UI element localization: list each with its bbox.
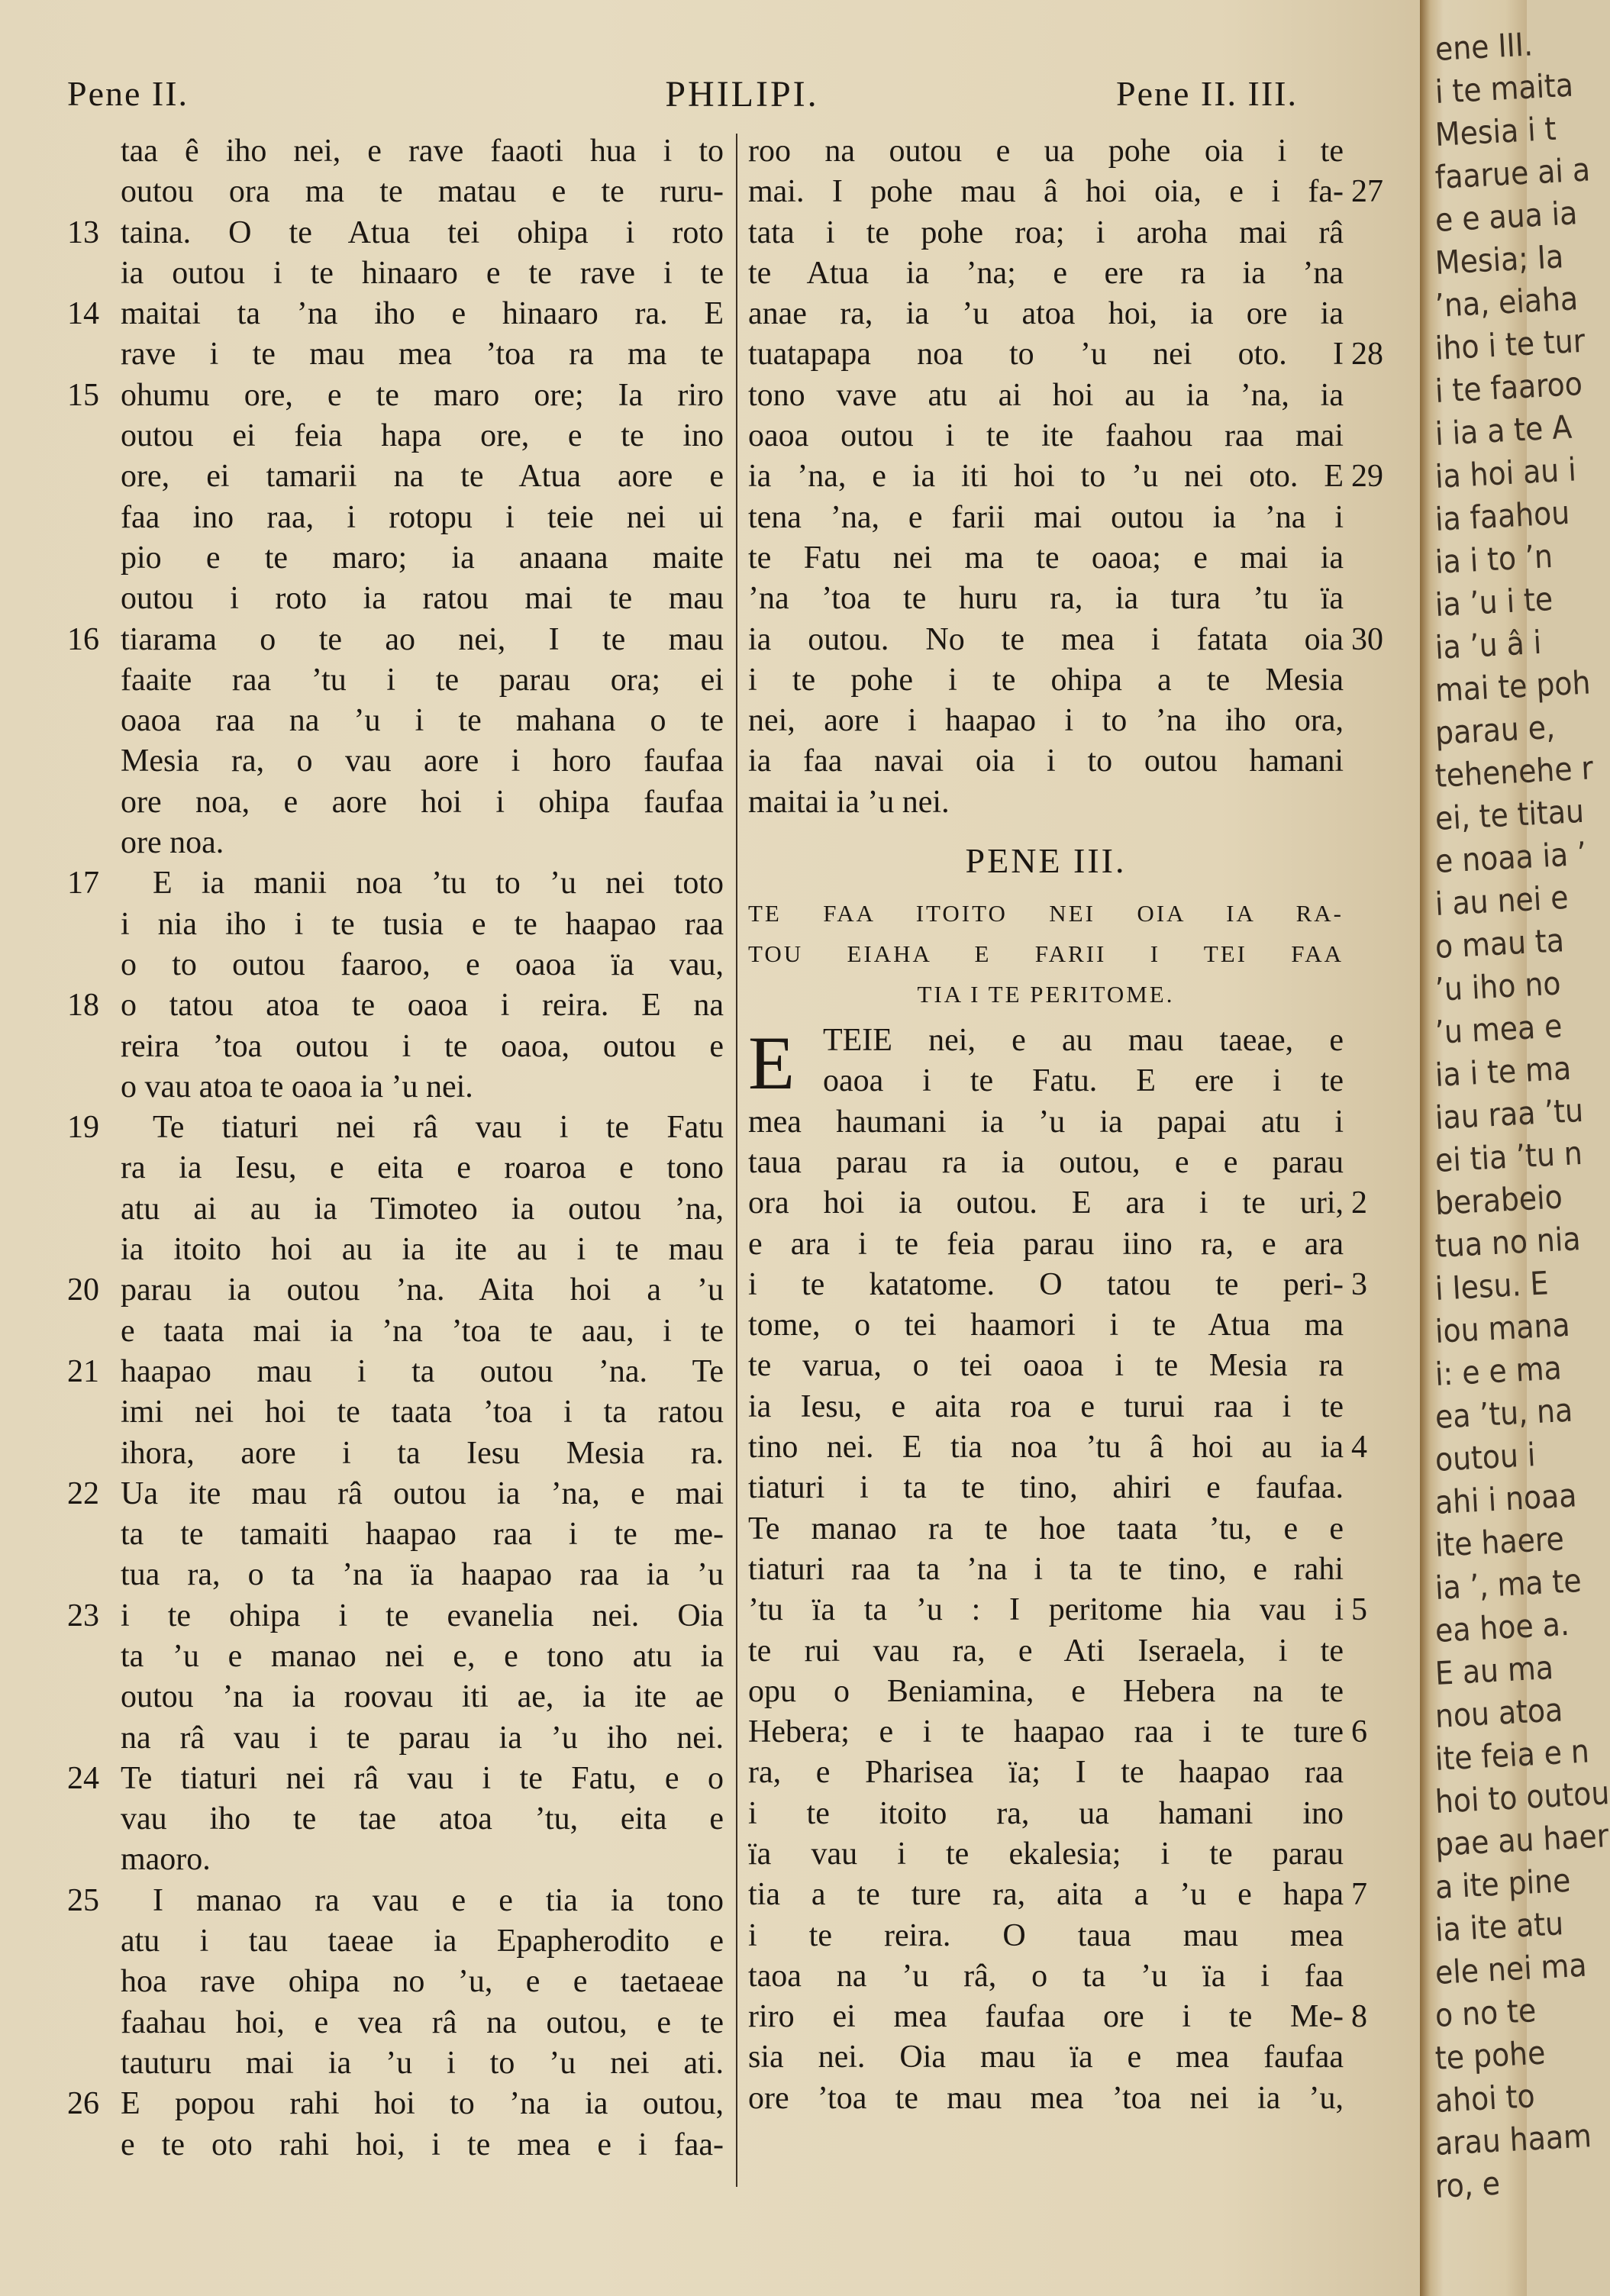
right-column-bottom <box>748 1021 1367 2119</box>
verse-text: hoa rave ohipa no ’u, e e taetaeae <box>121 1964 724 2000</box>
verse-text: ia itoito hoi au ia ite au i te mau <box>121 1232 724 1268</box>
text-line <box>748 1021 1344 1061</box>
verse-text: tia a te ture ra, aita a ’u e hapa <box>748 1877 1344 1913</box>
edge-text-line: e noaa ia ’ <box>1434 834 1588 880</box>
verse-text: outou ’na ia roovau iti ae, ia ite ae <box>121 1679 724 1715</box>
text-line <box>67 1921 724 1962</box>
text-line <box>748 1387 1344 1427</box>
text-line <box>67 1433 724 1474</box>
verse-text: ia faa navai oia i to outou hamani <box>748 743 1344 779</box>
verse-text: tiaturi i ta te tino, ahiri e faufaa. <box>748 1470 1344 1506</box>
text-line <box>748 1509 1344 1549</box>
verse-text: i te katatome. O tatou te peri- <box>748 1266 1344 1302</box>
verse-text: I manao ra vau e e tia ia tono <box>153 1882 724 1918</box>
verse-text: Mesia ra, o vau aore i horo faufaa <box>121 743 724 779</box>
column-divider <box>736 134 737 2187</box>
verse-text: na râ vau i te parau ia ’u iho nei. <box>121 1720 724 1756</box>
text-line <box>748 334 1383 375</box>
edge-text-line: Mesia i t <box>1434 109 1557 153</box>
text-line <box>67 131 724 172</box>
edge-text-line: ia ite atu <box>1434 1904 1565 1949</box>
verse-number: 16 <box>67 621 99 657</box>
edge-text-line: o mau ta <box>1434 921 1566 966</box>
text-line <box>67 2043 724 2084</box>
verse-text: nei, aore i haapao i to ’na iho ora, <box>748 703 1344 739</box>
edge-text-line: ea ’tu, na <box>1434 1391 1574 1436</box>
edge-text-line: te pohe <box>1434 2033 1547 2077</box>
edge-text-line: parau e, <box>1434 708 1557 752</box>
text-line <box>748 1468 1344 1508</box>
verse-text: tuatapapa noa to ’u nei oto. I <box>748 337 1344 372</box>
edge-text-line: ia hoi au i <box>1434 450 1577 495</box>
text-line <box>748 660 1344 701</box>
text-line <box>748 498 1344 538</box>
text-line <box>67 1352 724 1392</box>
verse-number: 22 <box>67 1475 99 1511</box>
text-line <box>748 213 1344 253</box>
verse-text: maitai ta ’na iho e hinaaro ra. E <box>121 296 724 332</box>
verse-number: 27 <box>1351 174 1383 210</box>
verse-text: ihora, aore i ta Iesu Mesia ra. <box>121 1435 724 1471</box>
verse-text: ora hoi ia outou. E ara i te uri, <box>748 1185 1344 1221</box>
text-line <box>748 294 1344 334</box>
verse-text: imi nei hoi te taata ’toa i ta ratou <box>121 1395 724 1430</box>
text-line <box>748 620 1383 660</box>
verse-text: oaoa raa na ’u i te mahana o te <box>121 703 724 739</box>
verse-text: maoro. <box>121 1842 211 1878</box>
edge-text-line: i: e e ma <box>1434 1349 1563 1393</box>
verse-text: Te tiaturi nei râ vau i te Fatu <box>153 1110 724 1146</box>
text-line <box>748 1427 1367 1468</box>
text-line <box>748 1672 1344 1712</box>
text-line <box>748 782 1344 823</box>
verse-text: te Fatu nei ma te oaoa; e mai ia <box>748 540 1344 576</box>
text-line <box>748 1753 1344 1793</box>
verse-text: i te ohipa i te evanelia nei. Oia <box>121 1598 724 1633</box>
text-line <box>748 579 1344 619</box>
verse-text: te Atua ia ’na; e ere ra ia ’na <box>748 255 1344 291</box>
verse-text: maitai ia ’u nei. <box>748 784 950 820</box>
verse-text: atu i tau taeae ia Epapherodito e <box>121 1924 724 1959</box>
text-line <box>67 1881 724 1921</box>
text-line <box>67 1840 724 1880</box>
verse-text: reira ’toa outou i te oaoa, outou e <box>121 1028 724 1064</box>
edge-text-line: ahoi to <box>1434 2077 1536 2120</box>
edge-text-line: berabeio <box>1434 1178 1563 1222</box>
verse-number: 30 <box>1351 621 1383 657</box>
text-line <box>67 823 724 863</box>
verse-text: roo na outou e ua pohe oia i te <box>748 134 1344 169</box>
verse-text: ’na ’toa te huru ra, ia tura ’tu ïa <box>748 581 1344 617</box>
edge-text-line: ia ’, ma te <box>1434 1562 1583 1607</box>
edge-text-line: iho i te tur <box>1434 321 1586 367</box>
text-line <box>67 1637 724 1677</box>
edge-text-line: ei, te titau <box>1434 792 1586 837</box>
text-line <box>67 1311 724 1352</box>
text-line <box>748 1143 1344 1183</box>
text-line <box>748 1061 1344 1101</box>
edge-text-line: ro, e <box>1434 2164 1502 2205</box>
verse-number: 8 <box>1351 1999 1367 2035</box>
verse-text: faa ino raa, i rotopu i teie nei ui <box>121 499 724 535</box>
text-line <box>67 1027 724 1067</box>
edge-text-line: ’u iho no <box>1434 964 1562 1008</box>
edge-text-line: ahi i noaa <box>1434 1476 1578 1521</box>
verse-text: tome, o tei haamori i te Atua ma <box>748 1308 1344 1343</box>
text-line <box>748 1875 1367 1915</box>
verse-text: tena ’na, e farii mai outou ia ’na i <box>748 499 1344 535</box>
edge-text-line: e e aua ia <box>1434 194 1579 239</box>
text-line <box>748 376 1344 416</box>
text-line <box>67 1474 724 1514</box>
right-column-top <box>748 131 1383 823</box>
verse-text: Te manao ra te hoe taata ’tu, e e <box>748 1511 1344 1546</box>
verse-text: taina. O te Atua tei ohipa i roto <box>121 214 724 250</box>
text-line <box>67 172 724 212</box>
text-line <box>67 1799 724 1840</box>
verse-number: 20 <box>67 1272 99 1308</box>
verse-text: faaite raa ’tu i te parau ora; ei <box>121 662 724 698</box>
edge-text-line: outou i <box>1434 1436 1537 1479</box>
verse-number: 6 <box>1351 1714 1367 1750</box>
verse-number: 29 <box>1351 459 1383 495</box>
edge-text-line: Mesia; Ia <box>1434 237 1565 282</box>
text-line <box>748 1305 1344 1346</box>
verse-text: tino nei. E tia noa ’tu â hoi au ia <box>748 1430 1344 1466</box>
text-line <box>67 782 724 823</box>
text-line <box>67 1759 724 1799</box>
verse-text: o vau atoa te oaoa ia ’u nei. <box>121 1069 473 1104</box>
verse-text: ia outou i te hinaaro e te rave i te <box>121 255 724 291</box>
verse-text: o to outou faaroo, e oaoa ïa vau, <box>121 946 724 982</box>
header-left: Pene II. <box>67 74 189 113</box>
verse-text: ore, ei tamarii na te Atua aore e <box>121 459 724 495</box>
chapter-title: PENE III. <box>965 841 1127 881</box>
text-line <box>67 416 724 456</box>
verse-text: tata i te pohe roa; i aroha mai râ <box>748 214 1344 250</box>
text-line <box>748 741 1344 782</box>
verse-text: o tatou atoa te oaoa i reira. E na <box>121 988 724 1024</box>
summary-line: TE FAA ITOITO NEI OIA IA RA- <box>748 900 1344 927</box>
verse-number: 18 <box>67 988 99 1024</box>
text-line <box>67 863 724 904</box>
verse-text: ohumu ore, e te maro ore; Ia riro <box>121 377 724 413</box>
edge-text-line: ia faahou <box>1434 493 1571 538</box>
verse-text: ta te tamaiti haapao raa i te me- <box>121 1517 724 1553</box>
edge-text-line: i Iesu. E <box>1434 1264 1550 1308</box>
edge-text-line: o no te <box>1434 1991 1537 2034</box>
text-line <box>67 538 724 579</box>
verse-text: outou ei feia hapa ore, e te ino <box>121 418 724 454</box>
verse-text: tiarama o te ao nei, I te mau <box>121 621 724 657</box>
verse-text: i te pohe i te ohipa a te Mesia <box>748 662 1344 698</box>
text-line <box>67 620 724 660</box>
verse-text: ia ’na, e ia iti hoi to ’u nei oto. E <box>748 459 1344 495</box>
edge-text-line: ia ’u â i <box>1434 623 1543 666</box>
verse-number: 4 <box>1351 1430 1367 1466</box>
verse-number: 21 <box>67 1353 99 1389</box>
edge-text-line: i ia a te A <box>1434 408 1573 453</box>
edge-text-line: ’u mea e <box>1434 1007 1563 1051</box>
text-line <box>748 1549 1344 1590</box>
verse-number: 7 <box>1351 1877 1367 1913</box>
verse-text: ia outou. No te mea i fatata oia <box>748 621 1344 657</box>
text-line <box>67 253 724 294</box>
verse-text: e te oto rahi hoi, i te mea e i faa- <box>121 2127 724 2162</box>
edge-text-line: ite feia e n <box>1434 1732 1590 1778</box>
edge-text-line: mai te poh <box>1434 663 1592 709</box>
verse-text: tiaturi raa ta ’na i ta te tino, e rahi <box>748 1551 1344 1587</box>
chapter-summary <box>748 884 1344 1014</box>
verse-text: TEIE nei, e au mau taeae, e <box>823 1023 1344 1059</box>
verse-text: tua ra, o ta ’na ïa haapao raa ia ’u <box>121 1557 724 1593</box>
edge-text-line: ia ’u i te <box>1434 579 1554 624</box>
text-line <box>748 172 1383 212</box>
verse-number: 13 <box>67 214 99 250</box>
verse-number: 14 <box>67 296 99 332</box>
verse-text: e ara i te feia parau iino ra, e ara <box>748 1226 1344 1262</box>
text-line <box>67 1148 724 1188</box>
summary-line: TIA I TE PERITOME. <box>917 981 1175 1008</box>
edge-text-line: ea hoe a. <box>1434 1604 1570 1649</box>
verse-text: oaoa i te Fatu. E ere i te <box>823 1063 1344 1099</box>
edge-text-line: i te faaroo <box>1434 364 1584 410</box>
header-right: Pene II. III. <box>1115 74 1298 113</box>
text-line <box>67 1230 724 1270</box>
text-line <box>67 579 724 619</box>
verse-text: parau ia outou ’na. Aita hoi a ’u <box>121 1272 724 1308</box>
text-line <box>748 1956 1344 1997</box>
text-line <box>748 1794 1344 1834</box>
edge-text-line: ite haere <box>1434 1520 1565 1564</box>
verse-number: 17 <box>67 866 99 901</box>
edge-text-line: i au nei e <box>1434 878 1570 923</box>
text-line <box>67 2084 724 2124</box>
verse-text: ore noa, e aore hoi i ohipa faufaa <box>121 784 724 820</box>
left-column <box>67 131 724 2165</box>
right-column <box>748 131 1383 2119</box>
verse-number: 23 <box>67 1598 99 1633</box>
edge-text-line: iou mana <box>1434 1305 1571 1350</box>
verse-number: 15 <box>67 377 99 413</box>
verse-text: ïa vau i te ekalesia; i te parau <box>748 1836 1344 1872</box>
text-line <box>67 1108 724 1148</box>
verse-text: anae ra, ia ’u atoa hoi, ia ore ia <box>748 296 1344 332</box>
edge-text-line: ia i te ma <box>1434 1049 1573 1094</box>
header-title: PHILIPI. <box>665 74 819 114</box>
verse-text: taa ê iho nei, e rave faaoti hua i to <box>121 134 724 169</box>
edge-text-line: faarue ai a <box>1434 150 1592 196</box>
edge-text-line: hoi to outou <box>1434 1774 1610 1820</box>
verse-text: E ia manii noa ’tu to ’u nei toto <box>153 866 724 901</box>
text-line <box>67 945 724 985</box>
verse-text: outou ora ma te matau e te ruru- <box>121 174 724 210</box>
verse-text: faahau hoi, e vea râ na outou, e te <box>121 2004 724 2040</box>
text-line <box>67 1189 724 1230</box>
verse-text: atu ai au ia Timoteo ia outou ’na, <box>121 1191 724 1227</box>
edge-text-line: ei tia ’tu n <box>1434 1133 1583 1179</box>
text-line <box>748 416 1344 456</box>
verse-number: 5 <box>1351 1592 1367 1628</box>
text-line <box>67 213 724 253</box>
edge-text-line: ene III. <box>1434 25 1534 68</box>
text-line <box>67 1392 724 1433</box>
verse-text: rave i te mau mea ’toa ra ma te <box>121 337 724 372</box>
verse-text: oaoa outou i te ite faahou raa mai <box>748 418 1344 454</box>
edge-text-line: tehenehe r <box>1434 749 1595 795</box>
verse-number: 26 <box>67 2086 99 2122</box>
text-line <box>748 1102 1344 1143</box>
verse-text: pio e te maro; ia anaana maite <box>121 540 724 576</box>
edge-text-line: ia i to ’n <box>1434 537 1554 581</box>
text-line <box>748 1224 1344 1265</box>
text-line <box>67 1596 724 1637</box>
verse-text: opu o Beniamina, e Hebera na te <box>748 1673 1344 1709</box>
verse-text: taua parau ra ia outou, e e parau <box>748 1144 1344 1180</box>
text-line <box>67 2125 724 2165</box>
text-line <box>748 1631 1344 1672</box>
text-line <box>67 1555 724 1595</box>
verse-text: e taata mai ia ’na ’toa te aau, i te <box>121 1313 724 1349</box>
verse-number: 25 <box>67 1882 99 1918</box>
text-line <box>67 1270 724 1311</box>
text-line <box>748 2037 1344 2078</box>
verse-text: Te tiaturi nei râ vau i te Fatu, e o <box>121 1760 724 1796</box>
verse-text: i te itoito ra, ua hamani ino <box>748 1795 1344 1831</box>
text-line <box>748 701 1344 741</box>
edge-text-line: ele nei ma <box>1434 1946 1588 1991</box>
text-line <box>748 538 1344 579</box>
verse-number: 3 <box>1351 1266 1367 1302</box>
text-line <box>67 294 724 334</box>
text-line <box>748 2078 1344 2119</box>
edge-text-line: arau haam <box>1434 2117 1592 2162</box>
text-line <box>67 701 724 741</box>
verse-text: te varua, o tei oaoa i te Mesia ra <box>748 1348 1344 1384</box>
text-line <box>67 1514 724 1555</box>
text-line <box>67 1718 724 1759</box>
text-line <box>67 1677 724 1717</box>
verse-text: tauturu mai ia ’u i to ’u nei ati. <box>121 2045 724 2081</box>
verse-text: ra ia Iesu, e eita e roaroa e tono <box>121 1150 724 1186</box>
edge-text-line: tua no nia <box>1434 1220 1582 1265</box>
text-line <box>748 456 1383 497</box>
adjacent-page-edge <box>1420 0 1610 2296</box>
edge-text-line: nou atoa <box>1434 1691 1564 1735</box>
verse-text: vau iho te tae atoa ’tu, eita e <box>121 1801 724 1837</box>
verse-text: E popou rahi hoi to ’na ia outou, <box>121 2086 724 2122</box>
text-line <box>67 1067 724 1108</box>
text-line <box>67 741 724 782</box>
verse-text: ra, e Pharisea ïa; I te haapao raa <box>748 1755 1344 1791</box>
verse-text: tono vave atu ai hoi au ia ’na, ia <box>748 377 1344 413</box>
text-line <box>67 456 724 497</box>
verse-text: taoa na ’u râ, o ta ’u ïa i faa <box>748 1958 1344 1994</box>
verse-text: riro ei mea faufaa ore i te Me- <box>748 1999 1344 2035</box>
text-line <box>748 1712 1367 1753</box>
verse-text: Ua ite mau râ outou ia ’na, e mai <box>121 1475 724 1511</box>
edge-text-line: iau raa ’tu <box>1434 1091 1585 1137</box>
verse-text: haapao mau i ta outou ’na. Te <box>121 1353 724 1389</box>
verse-text: sia nei. Oia mau ïa e mea faufaa <box>748 2040 1344 2075</box>
edge-text-line: pae au haer <box>1434 1817 1610 1863</box>
edge-text-line: ’na, eiaha <box>1434 279 1579 324</box>
text-line <box>748 253 1344 294</box>
verse-text: te rui vau ra, e Ati Iseraela, i te <box>748 1633 1344 1669</box>
summary-line: TOU EIAHA E FARII I TEI FAA <box>748 940 1344 968</box>
verse-number: 28 <box>1351 337 1383 372</box>
text-line <box>748 1997 1367 2037</box>
drop-cap: E <box>748 1021 795 1106</box>
text-line <box>67 498 724 538</box>
verse-number: 2 <box>1351 1185 1367 1221</box>
verse-text: mea haumani ia ’u ia papai atu i <box>748 1104 1344 1140</box>
verse-text: ore ’toa te mau mea ’toa nei ia ’u, <box>748 2080 1344 2116</box>
text-line <box>748 1346 1344 1386</box>
edge-text-line: i te maita <box>1434 66 1575 111</box>
text-line <box>67 660 724 701</box>
verse-text: i nia iho i te tusia e te haapao raa <box>121 906 724 942</box>
verse-text: ’tu ïa ta ’u : I peritome hia vau i <box>748 1592 1344 1628</box>
edge-text-line: E au ma <box>1434 1648 1555 1692</box>
text-line <box>67 334 724 375</box>
text-line <box>67 1962 724 2002</box>
verse-text: i te reira. O taua mau mea <box>748 1917 1344 1953</box>
verse-text: ta ’u e manao nei e, e tono atu ia <box>121 1638 724 1674</box>
text-line <box>748 1265 1367 1305</box>
text-line <box>748 1183 1367 1224</box>
verse-number: 19 <box>67 1110 99 1146</box>
verse-text: ore noa. <box>121 825 224 861</box>
verse-text: Hebera; e i te haapao raa i te ture <box>748 1714 1344 1750</box>
text-line <box>748 1834 1344 1875</box>
text-line <box>67 985 724 1026</box>
verse-number: 24 <box>67 1760 99 1796</box>
text-line <box>748 1916 1344 1956</box>
verse-text: mai. I pohe mau â hoi oia, e i fa- <box>748 174 1344 210</box>
text-line <box>748 131 1344 172</box>
text-line <box>67 905 724 945</box>
text-line <box>748 1590 1367 1630</box>
verse-text: outou i roto ia ratou mai te mau <box>121 581 724 617</box>
text-line <box>67 2003 724 2043</box>
text-line <box>67 376 724 416</box>
edge-text-line: a ite pine <box>1434 1861 1572 1906</box>
verse-text: ia Iesu, e aita roa e turui raa i te <box>748 1388 1344 1424</box>
